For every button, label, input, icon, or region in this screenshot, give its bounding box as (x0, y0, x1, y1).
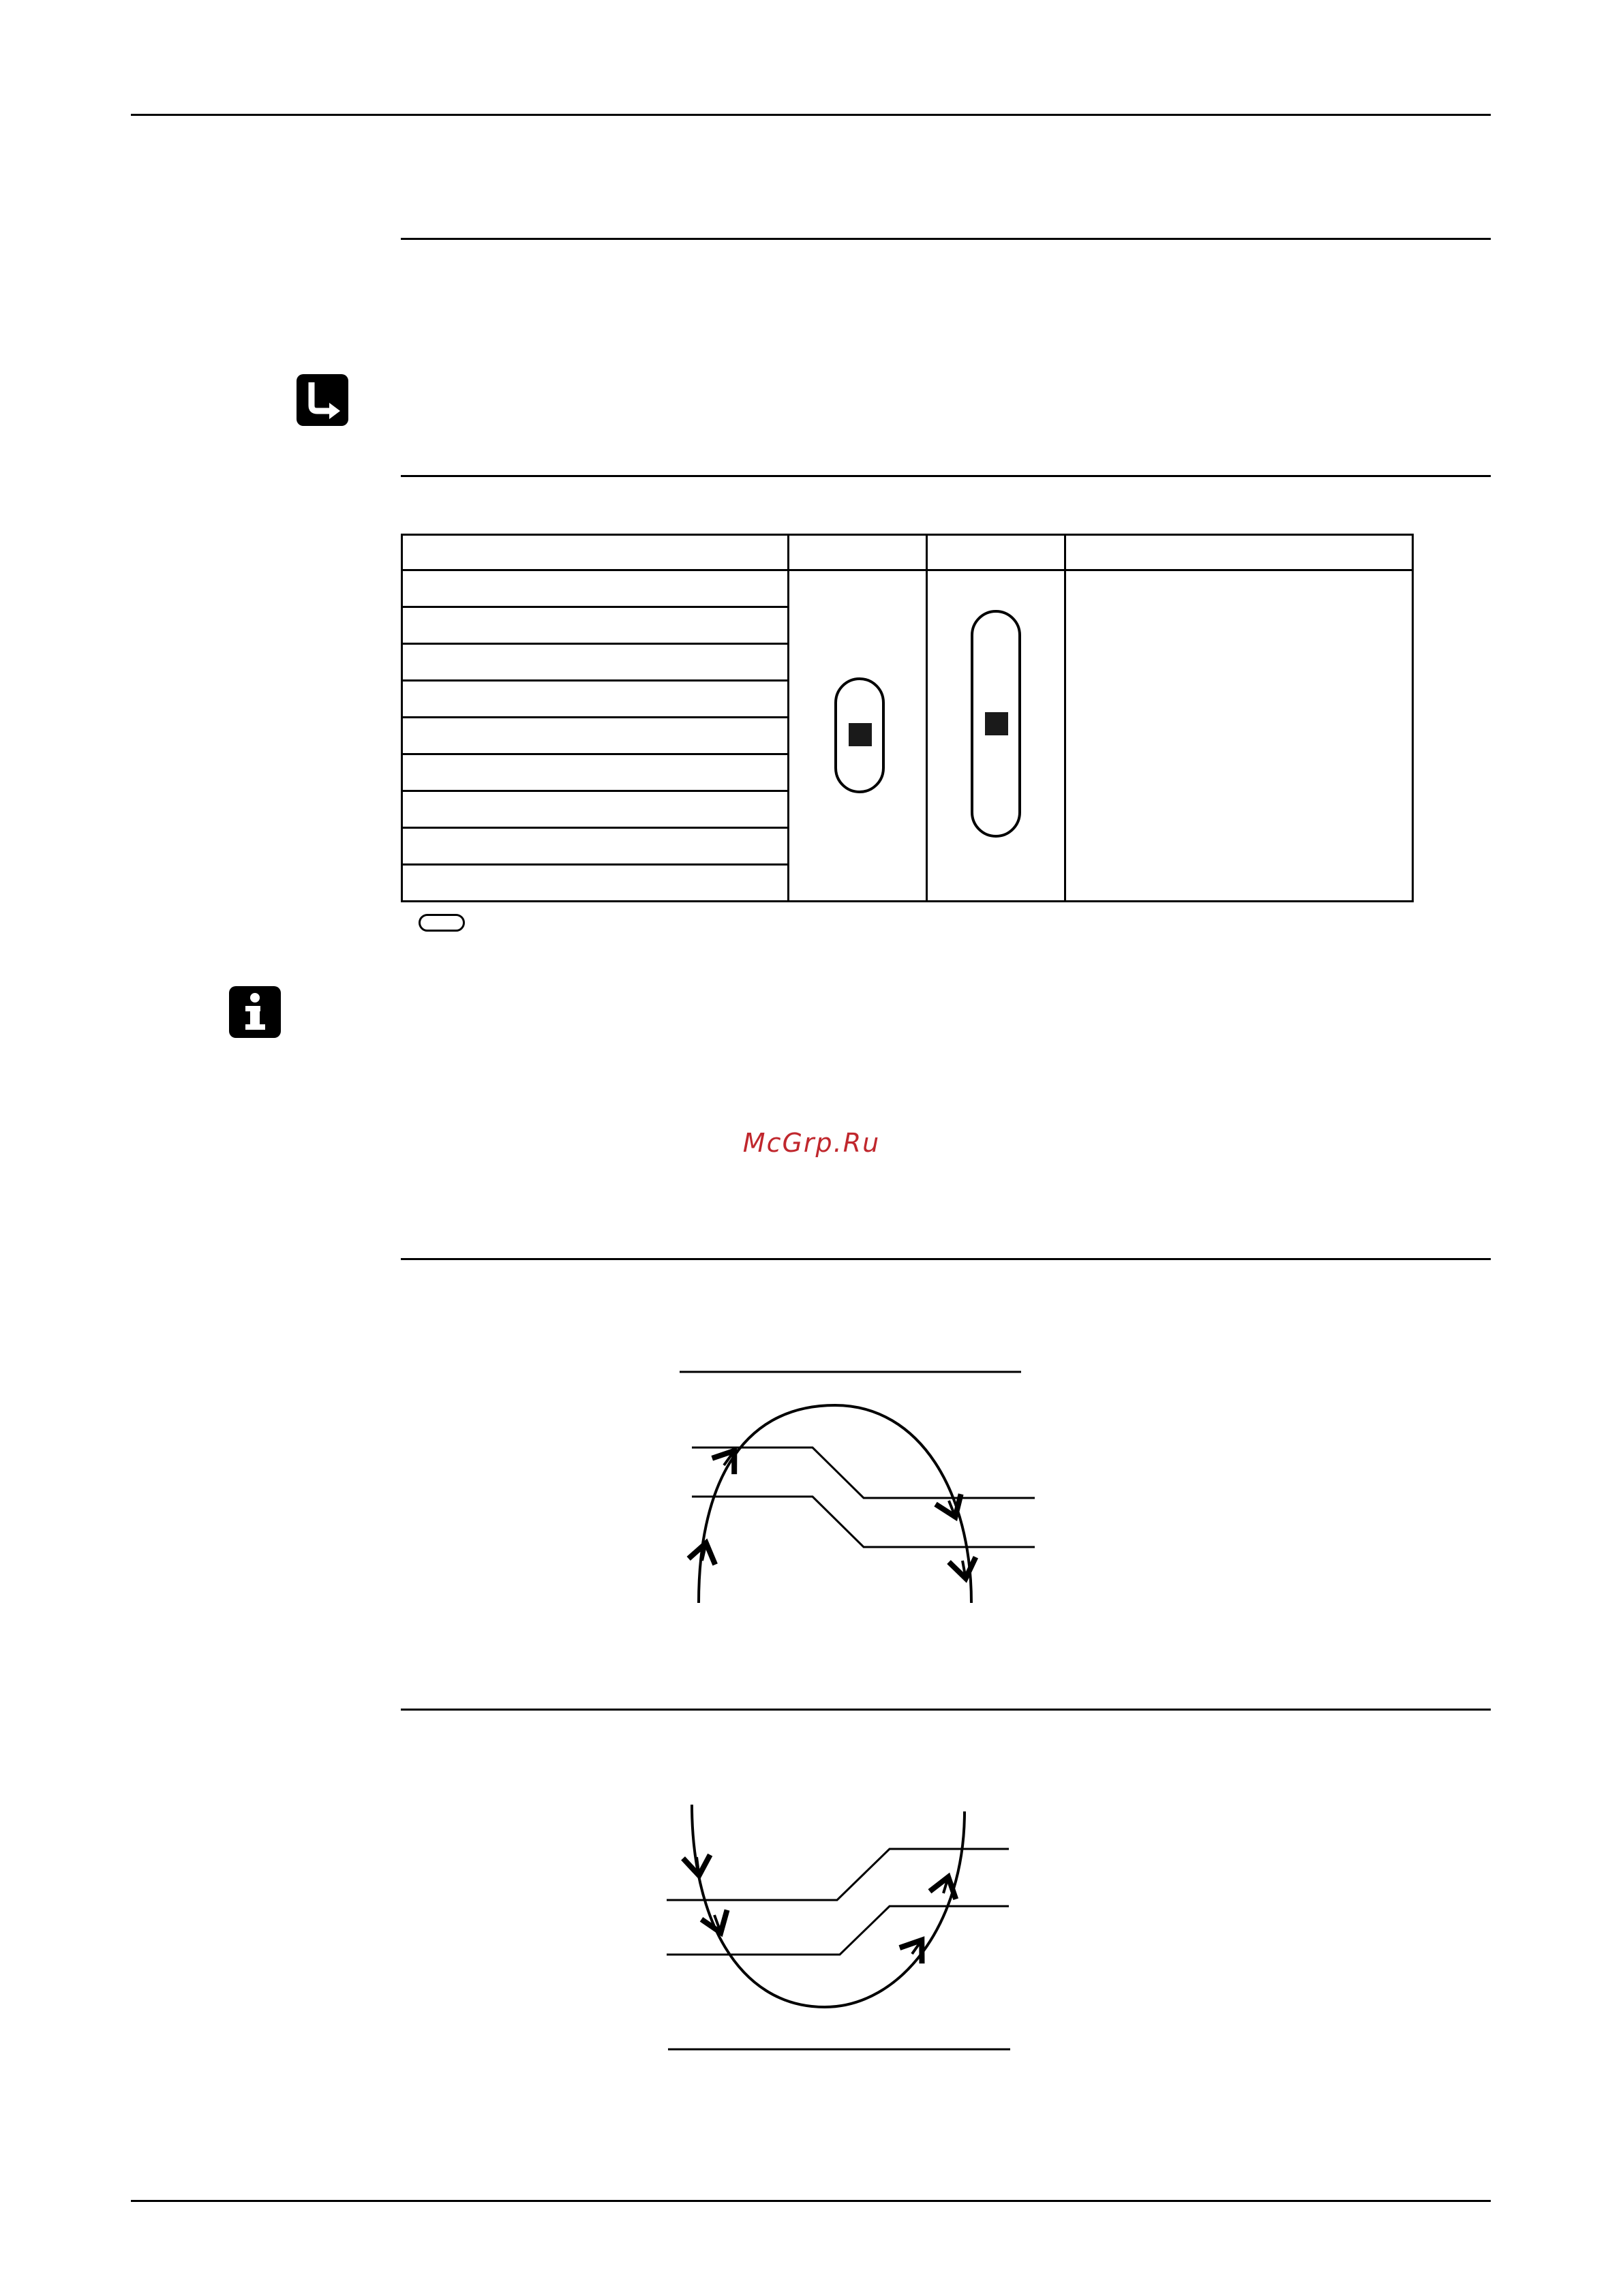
table-row-label (402, 754, 789, 791)
table-header-cell (1065, 535, 1413, 570)
watermark-text: McGrp.Ru (742, 1128, 881, 1158)
dip-switch-tall[interactable] (971, 610, 1021, 838)
arrow-up-right-1 (912, 1942, 920, 1954)
table-row-label (402, 681, 789, 718)
table-row-label (402, 865, 789, 902)
table-row-label (402, 644, 789, 681)
section-rule-4 (401, 1709, 1491, 1711)
level-line-lower (667, 1906, 1009, 1955)
return-arrow-icon (297, 374, 348, 426)
section-rule-2 (401, 475, 1491, 477)
arrow-up-right-2 (943, 1880, 947, 1893)
cooling-cycle-diagram (654, 1799, 1022, 2058)
dip-switch-knob (985, 712, 1008, 735)
dip-switch-table (401, 534, 1414, 902)
switch-cell-tall (927, 570, 1065, 902)
table-row-label (402, 791, 789, 828)
arrow-down-right-2 (962, 1561, 965, 1576)
section-rule-1 (401, 238, 1491, 240)
switch-cell-short (789, 570, 927, 902)
level-line-upper (692, 1448, 1035, 1498)
arrow-down-right-1 (949, 1501, 954, 1514)
info-icon (229, 986, 281, 1038)
level-line-lower (692, 1497, 1035, 1547)
heating-cycle-diagram (668, 1363, 1050, 1615)
table-row-label (402, 607, 789, 644)
table-row (402, 570, 1413, 607)
table-row-label (402, 718, 789, 754)
table-header-cell (402, 535, 789, 570)
page-footer-rule (131, 2200, 1491, 2202)
table-header-row (402, 535, 1413, 570)
legend-switch-symbol (419, 914, 465, 932)
table-header-cell (927, 535, 1065, 570)
section-rule-3 (401, 1258, 1491, 1260)
cycle-curve (699, 1405, 971, 1603)
dip-switch-knob (849, 723, 872, 746)
table-header-cell (789, 535, 927, 570)
table-row-label (402, 570, 789, 607)
page-header-rule (131, 114, 1491, 116)
dip-switch-short[interactable] (834, 677, 885, 793)
table-row-label (402, 828, 789, 865)
description-cell (1065, 570, 1413, 902)
